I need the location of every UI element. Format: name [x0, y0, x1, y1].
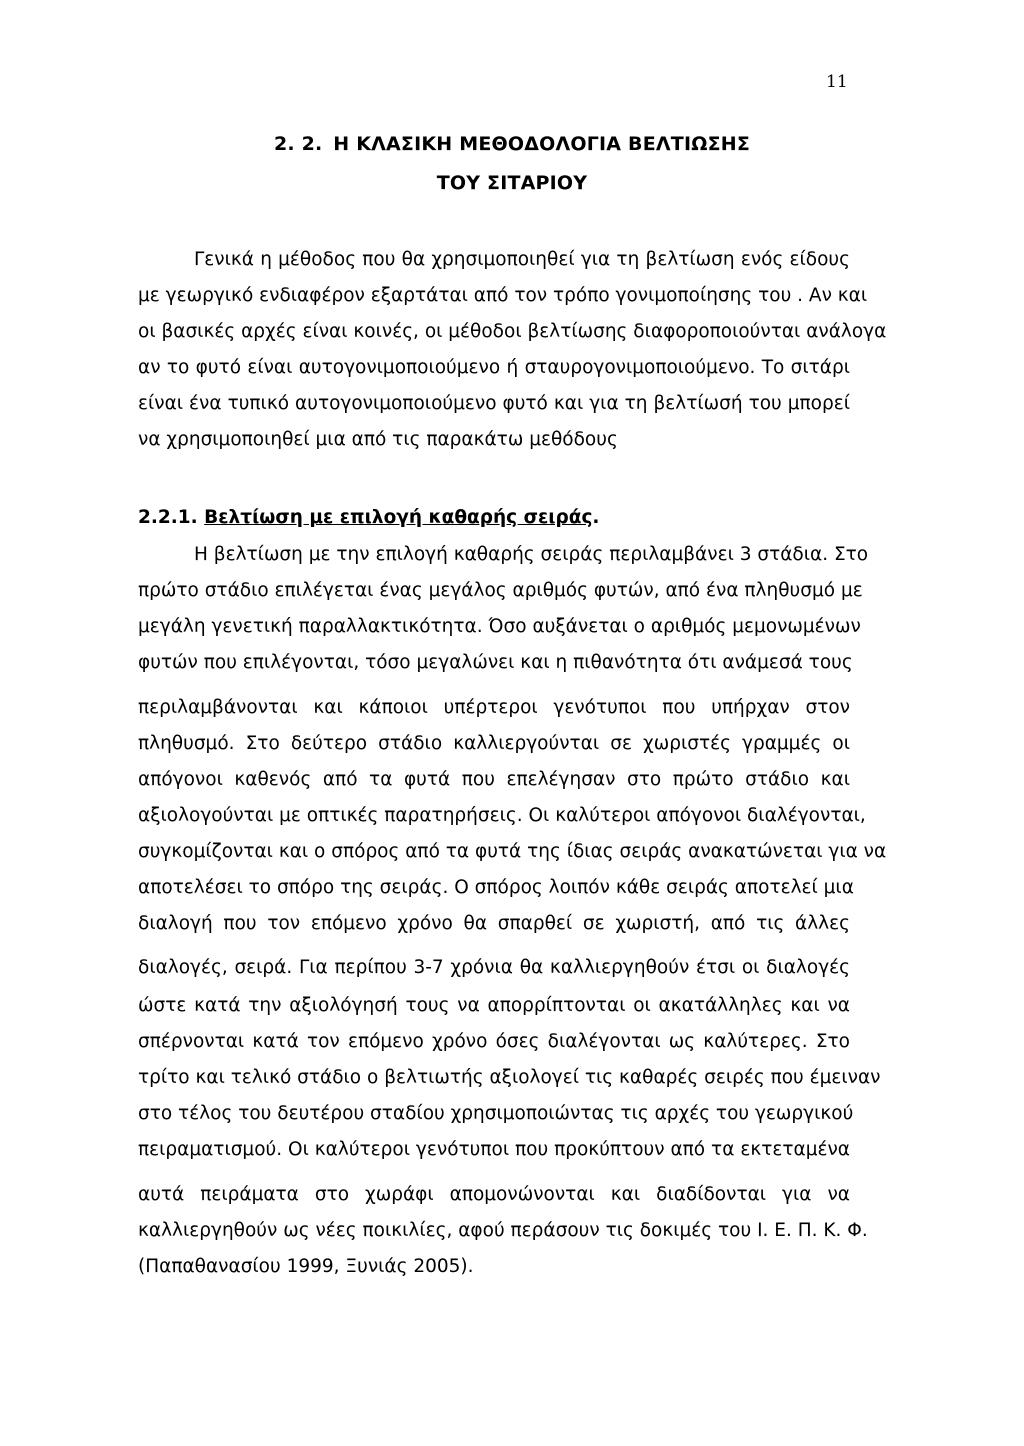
paragraph-line: (Παπαθανασίου 1999, Ξυνιάς 2005). — [138, 1256, 474, 1277]
paragraph-line: με γεωργικό ενδιαφέρον εξαρτάται από τον τρόπο γονιμοποίησης του . Αν και — [138, 285, 868, 306]
paragraph-line: είναι ένα τυπικό αυτογονιμοποιούμενο φυτό και για τη βελτίωσή του μπορεί — [138, 393, 850, 414]
paragraph-line: αποτελέσει το σπόρο της σειράς. Ο σπόρος λοιπόν κάθε σειράς αποτελεί μια — [138, 877, 854, 898]
paragraph-line: τρίτο και τελικό στάδιο ο βελτιωτής αξιολογεί τις καθαρές σειρές που έμειναν — [138, 1067, 881, 1088]
paragraph-line: οι βασικές αρχές είναι κοινές, οι μέθοδοι βελτίωσης διαφοροποιούνται ανάλογα — [138, 321, 887, 342]
subsection-title: Βελτίωση με επιλογή καθαρής σειράς — [204, 507, 593, 528]
section-title-line-2: ΤΟΥ ΣΙΤΑΡΙΟΥ — [436, 172, 588, 194]
subsection-trailing: . — [592, 507, 600, 528]
paragraph-line: αξιολογούνται με οπτικές παρατηρήσεις. Οι καλύτεροι απόγονοι διαλέγονται, — [138, 805, 866, 826]
section-title — [0, 133, 1024, 155]
section-title-line-1: Η ΚΛΑΣΙΚΗ ΜΕΘΟΔΟΛΟΓΙΑ ΒΕΛΤΙΩΣΗΣ — [333, 133, 751, 155]
page-number: 11 — [826, 72, 848, 92]
paragraph-line: αν το φυτό είναι αυτογονιμοποιούμενο ή σταυρογονιμοποιούμενο. Το σιτάρι — [138, 357, 850, 378]
paragraph-line: απόγονοι καθενός από τα φυτά που επελέγησαν στο πρώτο στάδιο και — [138, 769, 850, 790]
paragraph-line: ώστε κατά την αξιολόγησή τους να απορρίπτονται οι ακατάλληλες και να — [138, 995, 850, 1016]
paragraph-line: μεγάλη γενετική παραλλακτικότητα. Όσο αυξάνεται ο αριθμός μεμονωμένων — [138, 616, 861, 637]
paragraph-line: αυτά πειράματα στο χωράφι απομονώνονται και διαδίδονται για να — [138, 1184, 850, 1205]
paragraph-line: πειραματισμού. Οι καλύτεροι γενότυποι που προκύπτουν από τα εκτεταμένα — [138, 1139, 850, 1160]
paragraph-line: πρώτο στάδιο επιλέγεται ένας μεγάλος αριθμός φυτών, από ένα πληθυσμό με — [138, 580, 863, 601]
paragraph-line: να χρησιμοποιηθεί μια από τις παρακάτω μεθόδους — [138, 429, 618, 450]
section-number: 2. 2. — [273, 133, 323, 155]
subsection-heading — [138, 506, 850, 530]
paragraph-line: διαλογές, σειρά. Για περίπου 3-7 χρόνια θα καλλιεργηθούν έτσι οι διαλογές — [138, 957, 850, 978]
paragraph-line: στο τέλος του δευτέρου σταδίου χρησιμοποιώντας τις αρχές του γεωργικού — [138, 1103, 854, 1124]
paragraph-line: πληθυσμό. Στο δεύτερο στάδιο καλλιεργούνται σε χωριστές γραμμές οι — [138, 733, 850, 754]
paragraph-line: Γενικά η μέθοδος που θα χρησιμοποιηθεί για τη βελτίωση ενός είδους — [194, 249, 850, 270]
paragraph-line: συγκομίζονται και ο σπόρος από τα φυτά της ίδιας σειράς ανακατώνεται για να — [138, 841, 887, 862]
subsection-number: 2.2.1. — [138, 507, 198, 528]
paragraph-line: σπέρνονται κατά τον επόμενο χρόνο όσες διαλέγονται ως καλύτερες. Στο — [138, 1031, 850, 1052]
paragraph-line: περιλαμβάνονται και κάποιοι υπέρτεροι γενότυποι που υπήρχαν στον — [138, 697, 850, 718]
paragraph-line: καλλιεργηθούν ως νέες ποικιλίες, αφού περάσουν τις δοκιμές του Ι. Ε. Π. Κ. Φ. — [138, 1220, 868, 1241]
paragraph-line: φυτών που επιλέγονται, τόσο μεγαλώνει και η πιθανότητα ότι ανάμεσά τους — [138, 652, 853, 673]
paragraph-line: Η βελτίωση με την επιλογή καθαρής σειράς περιλαμβάνει 3 στάδια. Στο — [194, 544, 869, 565]
paragraph-line: διαλογή που τον επόμενο χρόνο θα σπαρθεί σε χωριστή, από τις άλλες — [138, 913, 850, 934]
